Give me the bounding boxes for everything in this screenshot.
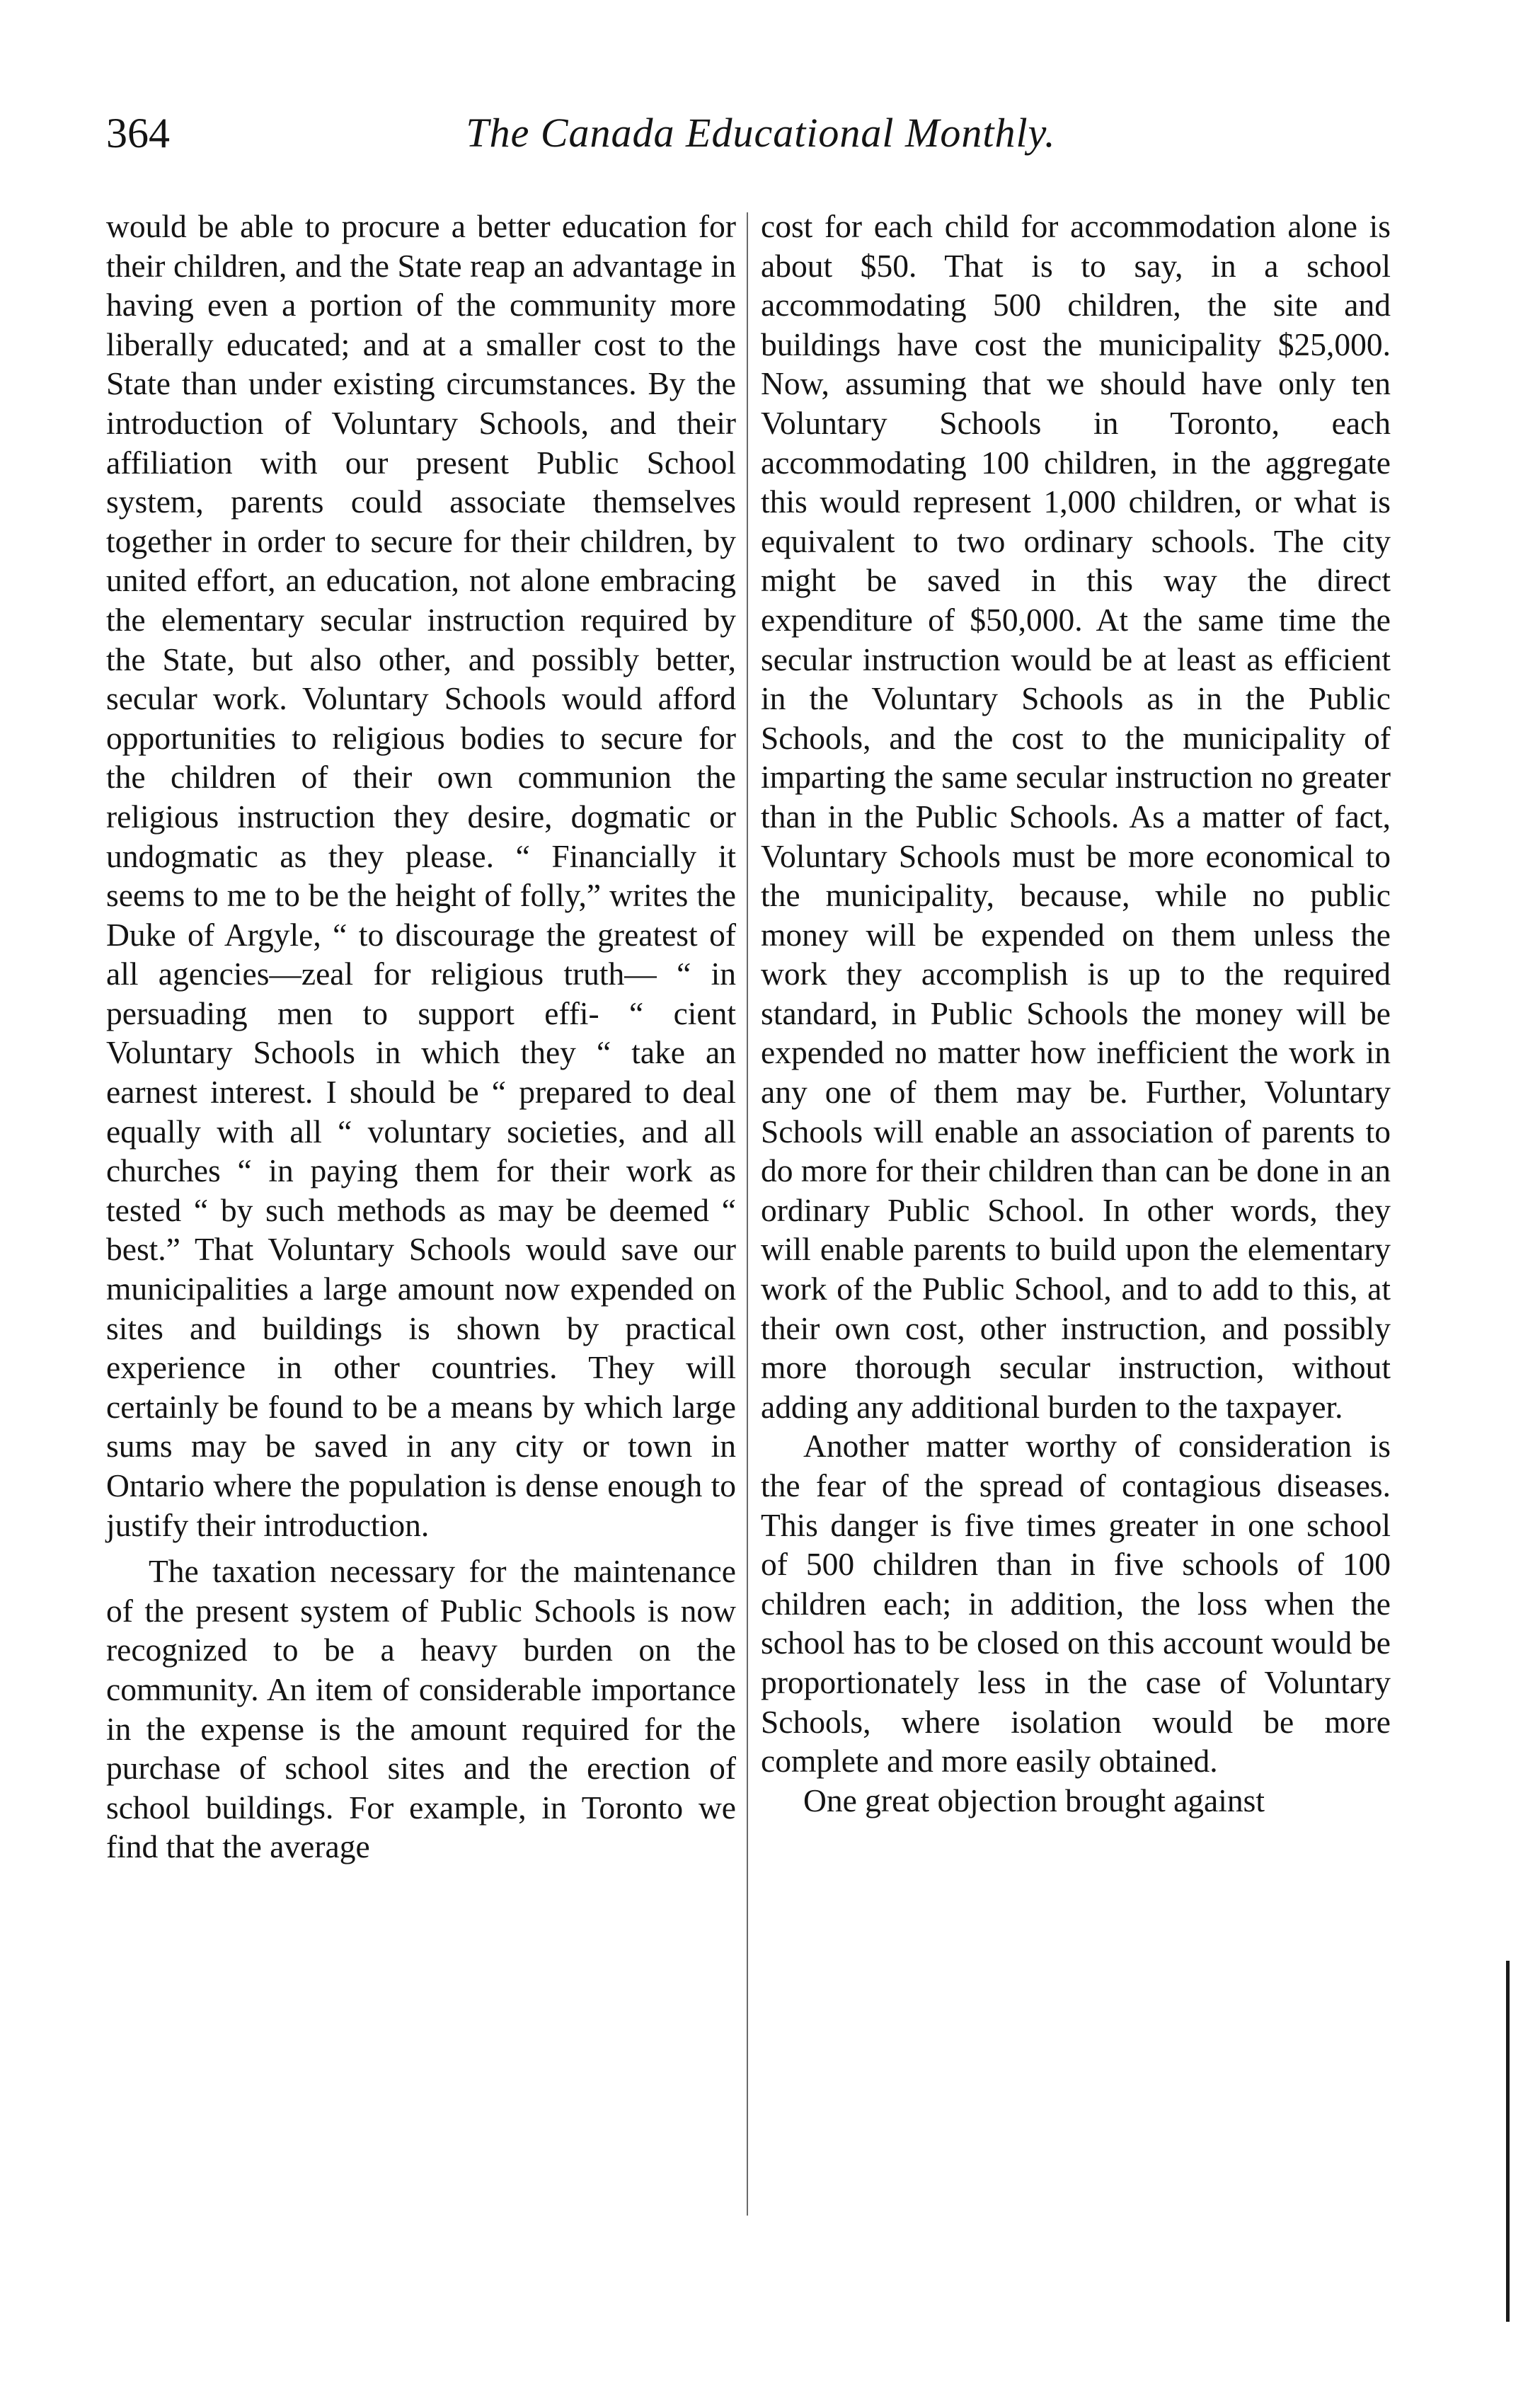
running-title: The Canada Educational Monthly. — [466, 110, 1056, 156]
page-header — [106, 105, 1415, 161]
left-paragraph-1: would be able to procure a better education for their children, and the State reap an advantage in having even a portion of the community more liberally educated; and at a smaller cost to the State than under existing circumstances. By the introduction of Voluntary Schools, and their affiliation with our present Public School system, parents could associate themselves together in order to secure for their children, by united effort, an education, not alone embracing the elementary secular instruction required by the State, but also other, and possibly better, secular work. Voluntary Schools would afford opportunities to religious bodies to secure for the children of their own communion the religious instruction they desire, dogmatic or undogmatic as they please. “ Financially it seems to me to be the height of folly,” writes the Duke of Argyle, “ to discourage the greatest of all agencies—zeal for religious truth— “ in persuading men to support effi- “ cient Voluntary Schools in which they “ take an earnest interest. I should be “ prepared to deal equally with all “ voluntary societies, and all churches “ in paying them for their work as tested “ by such methods as may be deemed “ best.” That Voluntary Schools would save our municipalities a large amount now expended on sites and buildings is shown by practical experience in other countries. They will certainly be found to be a means by which large sums may be saved in any city or town in Ontario where the population is dense enough to justify their introduction. — [106, 208, 736, 1543]
page-number: 364 — [106, 110, 170, 156]
column-divider — [747, 212, 748, 2216]
right-column — [761, 207, 1391, 2217]
left-paragraph-2: The taxation necessary for the maintenance of the present system of Public Schools is now recognized to be a heavy burden on the community. An item of considerable importance in the expense is the amount required for the purchase of school sites and the erection of school buildings. For example, in Toronto we find that the average — [106, 1553, 736, 1865]
right-paragraph-3: One great objection brought against — [803, 1782, 1265, 1818]
page-edge-mark — [1506, 1961, 1510, 2322]
right-paragraph-1: cost for each child for accommodation alone is about $50. That is to say, in a school accommodating 500 children, the site and buildings have cost the municipality $25,000. Now, assuming that we should have only ten Voluntary Schools in Toronto, each accommodating 100 children, in the aggregate this would represent 1,000 children, or what is equivalent to two ordinary schools. The city might be saved in this way the direct expenditure of $50,000. At the same time the secular instruction would be at least as efficient in the Voluntary Schools as in the Public Schools, and the cost to the municipality of imparting the same secular instruction no greater than in the Public Schools. As a matter of fact, Voluntary Schools must be more economical to the municipality, because, while no public money will be expended on them unless the work they accomplish is up to the required standard, in Public Schools the money will be expended no matter how inefficient the work in any one of them may be. Further, Voluntary Schools will enable an association of parents to do more for their children than can be done in an ordinary Public School. In other words, they will enable parents to build upon the elementary work of the Public School, and to add to this, at their own cost, other instruction, and possibly more thorough secular instruction, without adding any additional burden to the taxpayer. — [761, 208, 1391, 1425]
left-column — [106, 207, 736, 2217]
right-paragraph-2: Another matter worthy of consideration is the fear of the spread of contagious diseases. This danger is five times greater in one school of 500 children than in five schools of 100 children each; in addition, the loss when the school has to be closed on this account would be proportionately less in the case of Voluntary Schools, where isolation would be more complete and more easily obtained. — [761, 1428, 1391, 1780]
